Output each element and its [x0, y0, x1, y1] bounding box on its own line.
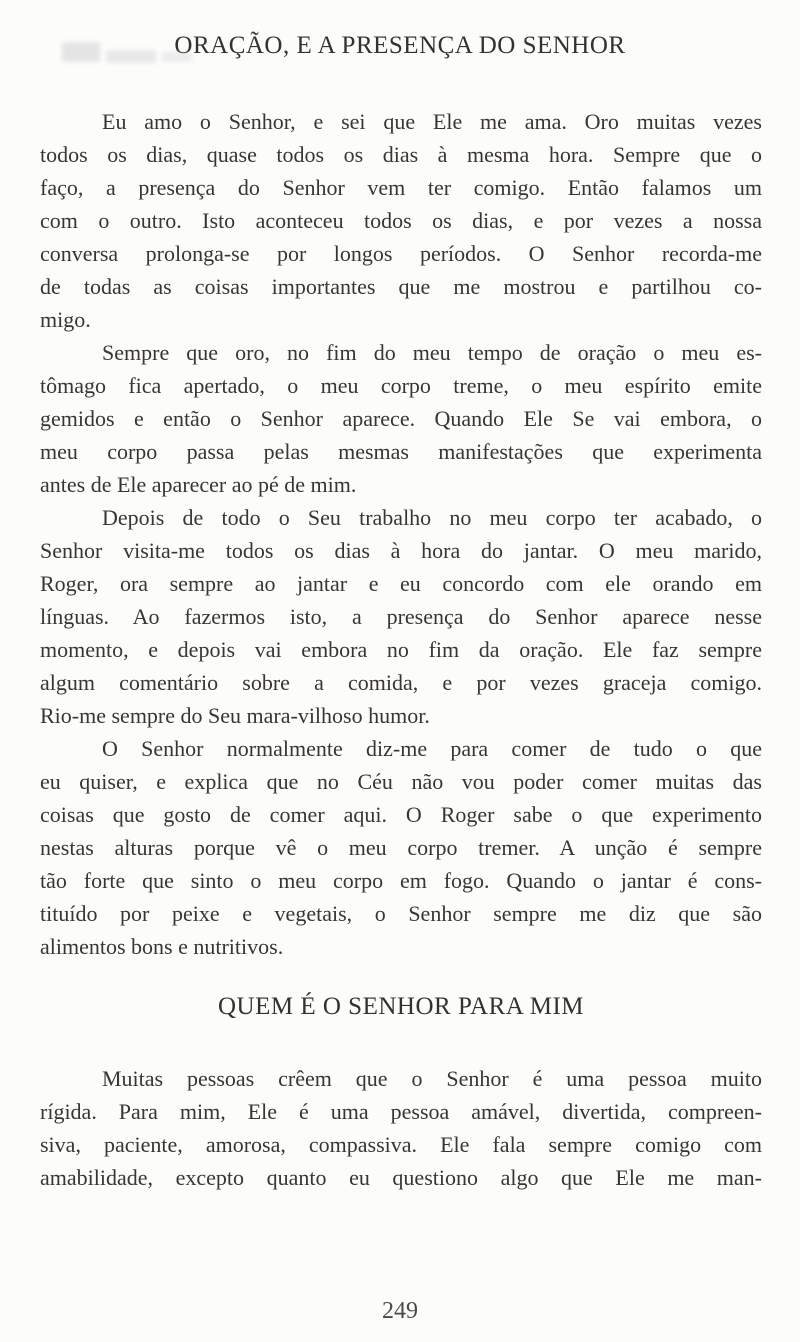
- text-line: alimentos bons e nutritivos.: [40, 934, 284, 959]
- text-line: tão forte que sinto o meu corpo em fogo. Quando o jantar é cons-: [40, 868, 762, 893]
- text-line: com o outro. Isto aconteceu todos os dias, e por vezes a nossa: [40, 208, 762, 233]
- paragraph: [40, 105, 762, 336]
- text-line: Roger, ora sempre ao jantar e eu concordo com ele orando em: [40, 571, 762, 596]
- text-line: momento, e depois vai embora no fim da oração. Ele faz sempre: [40, 637, 762, 662]
- text-line: Depois de todo o Seu trabalho no meu corpo ter acabado, o: [102, 505, 762, 530]
- text-block-2: [40, 1062, 762, 1194]
- text-line: migo.: [40, 307, 91, 332]
- scan-artifact: [162, 52, 192, 62]
- text-line: conversa prolonga-se por longos períodos. O Senhor recorda-me: [40, 241, 762, 266]
- text-line: siva, paciente, amorosa, compassiva. Ele fala sempre comigo com: [40, 1132, 762, 1157]
- text-line: meu corpo passa pelas mesmas manifestações que experimenta: [40, 439, 762, 464]
- text-line: faço, a presença do Senhor vem ter comigo. Então falamos um: [40, 175, 762, 200]
- text-line: antes de Ele aparecer ao pé de mim.: [40, 472, 357, 497]
- text-line: O Senhor normalmente diz-me para comer de tudo o que: [102, 736, 762, 761]
- text-line: eu quiser, e explica que no Céu não vou poder comer muitas das: [40, 769, 762, 794]
- text-line: Eu amo o Senhor, e sei que Ele me ama. Oro muitas vezes: [102, 109, 762, 134]
- text-line: tituído por peixe e vegetais, o Senhor sempre me diz que são: [40, 901, 762, 926]
- section-heading: QUEM É O SENHOR PARA MIM: [218, 993, 584, 1020]
- text-line: gemidos e então o Senhor aparece. Quando Ele Se vai embora, o: [40, 406, 762, 431]
- text-line: de todas as coisas importantes que me mostrou e partilhou co-: [40, 274, 762, 299]
- paragraph: [40, 336, 762, 501]
- paragraph: [40, 1062, 762, 1194]
- text-line: nestas alturas porque vê o meu corpo tremer. A unção é sempre: [40, 835, 762, 860]
- scan-artifact: [62, 42, 100, 62]
- text-line: Sempre que oro, no fim do meu tempo de oração o meu es-: [102, 340, 762, 365]
- text-line: amabilidade, excepto quanto eu questiono algo que Ele me man-: [40, 1165, 762, 1190]
- page-number: 249: [382, 1298, 418, 1324]
- paragraph: [40, 732, 762, 963]
- text-line: línguas. Ao fazermos isto, a presença do Senhor aparece nesse: [40, 604, 762, 629]
- paragraph: [40, 501, 762, 732]
- text-line: Muitas pessoas crêem que o Senhor é uma pessoa muito: [102, 1066, 762, 1091]
- chapter-title: ORAÇÃO, E A PRESENÇA DO SENHOR: [174, 32, 626, 59]
- scan-artifact: [106, 50, 156, 63]
- text-line: coisas que gosto de comer aqui. O Roger sabe o que experimento: [40, 802, 762, 827]
- text-line: tômago fica apertado, o meu corpo treme, o meu espírito emite: [40, 373, 762, 398]
- text-line: Rio-me sempre do Seu mara-vilhoso humor.: [40, 703, 430, 728]
- text-line: algum comentário sobre a comida, e por vezes graceja comigo.: [40, 670, 762, 695]
- text-line: Senhor visita-me todos os dias à hora do jantar. O meu marido,: [40, 538, 762, 563]
- text-block-1: [40, 105, 762, 963]
- text-line: todos os dias, quase todos os dias à mesma hora. Sempre que o: [40, 142, 762, 167]
- page-content: [40, 105, 762, 1194]
- text-line: rígida. Para mim, Ele é uma pessoa amável, divertida, compreen-: [40, 1099, 762, 1124]
